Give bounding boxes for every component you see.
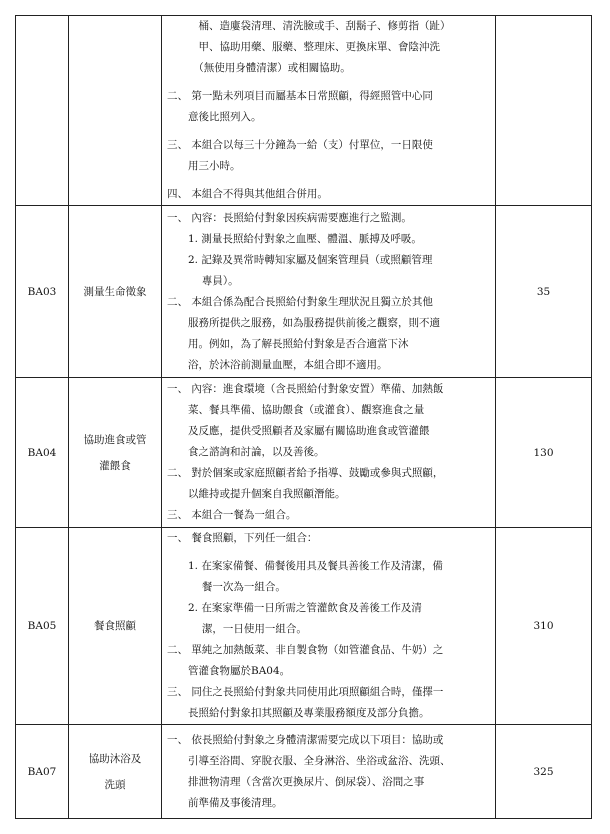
description-line: 餐一次為一組合。 — [167, 581, 286, 593]
table-row — [16, 206, 592, 378]
description-line: 1. 測量長照給付對象之血壓、體溫、脈搏及呼吸。 — [167, 232, 422, 245]
description-line: 管灌食物屬於BA04。 — [167, 665, 291, 677]
table-row — [16, 725, 592, 819]
description-line: 用三小時。 — [167, 160, 241, 172]
description-line: 2. 在案家準備一日所需之管灌飲食及善後工作及清 — [167, 602, 422, 614]
description-line: 引導至浴間、穿脫衣服、全身淋浴、坐浴或盆浴、洗頭、 — [167, 754, 451, 767]
service-name — [69, 378, 162, 528]
service-price: 35 — [496, 206, 592, 378]
description-line: 食之諮詢和討論，以及善後。 — [167, 446, 325, 458]
service-code — [16, 16, 69, 206]
table-row — [16, 528, 592, 725]
description-line: 浴，於沐浴前測量血壓，本組合即不適用。 — [167, 358, 388, 371]
description-line: 意後比照列入。 — [167, 111, 262, 123]
table-row — [16, 16, 592, 206]
description-line: 潔，一日使用一組合。 — [167, 623, 307, 635]
description-line: 前準備及事後清理。 — [167, 796, 283, 809]
description-line: 二、 本組合係為配合長照給付對象生理狀況且獨立於其他 — [167, 295, 433, 308]
description-line: 排泄物清理（含當次更換尿片、倒尿袋）、浴間之事 — [167, 775, 425, 788]
service-name — [69, 528, 162, 725]
line-gap — [167, 177, 493, 184]
service-code: BA05 — [16, 528, 69, 725]
description-line: 桶、造廔袋清理、清洗臉或手、刮鬍子、修剪指（趾） — [167, 20, 451, 32]
service-description — [162, 528, 496, 725]
service-name-line: 協助進食或管 — [83, 433, 147, 446]
description-line: 二、 對於個案或家庭照顧者給予指導、鼓勵或參與式照顧， — [167, 467, 444, 479]
description-line: 菜、餐具準備、協助餵食（或灌食）、觀察進食之量 — [167, 404, 425, 416]
description-line: 四、 本組合不得與其他組合併用。 — [167, 188, 328, 200]
description-line: 長照給付對象扣其照顧及專業服務額度及部分負擔。 — [167, 707, 430, 719]
description-line: 三、 本組合以每三十分鐘為一給（支）付單位，一日限使 — [167, 139, 433, 151]
service-description — [162, 725, 496, 819]
description-line: 1. 在案家備餐、備餐後用具及餐具善後工作及清潔，備 — [167, 560, 443, 572]
description-line: 服務所提供之服務，如為服務提供前後之觀察，則不適 — [167, 316, 440, 329]
description-line: 2. 記錄及異常時轉知家屬及個案管理員（或照顧管理 — [167, 253, 433, 266]
description-line: 專員）。 — [167, 274, 239, 287]
service-name-line: 餐食照顧 — [94, 620, 136, 632]
description-line: 二、 單純之加熱飯菜、非自製食物（如管灌食品、牛奶）之 — [167, 644, 444, 656]
service-name — [69, 16, 162, 206]
service-code: BA04 — [16, 378, 69, 528]
description-line: 二、 第一點未列項目而屬基本日常照顧，得經照管中心同 — [167, 90, 433, 102]
description-line: 三、 同住之長照給付對象共同使用此項照顧組合時，僅擇一 — [167, 686, 444, 698]
description-line: 用。例如，為了解長照給付對象是否合適當下沐 — [167, 337, 409, 350]
description-line: 三、 本組合一餐為一組合。 — [167, 509, 297, 521]
description-line: 以維持或提升個案自我照顧潛能。 — [167, 488, 346, 500]
service-name — [69, 725, 162, 819]
service-name-line: 洗頭 — [104, 778, 126, 791]
service-description — [162, 16, 496, 206]
service-price: 325 — [496, 725, 592, 819]
service-name-line: 灌餵食 — [99, 459, 131, 472]
description-line: （無使用身體清潔）或相關協助。 — [167, 62, 351, 74]
line-gap — [167, 549, 493, 556]
service-description — [162, 378, 496, 528]
description-line: 一、 餐食照顧，下列任一組合： — [167, 532, 318, 544]
service-price: 310 — [496, 528, 592, 725]
description-line: 及反應，提供受照顧者及家屬有關協助進食或管灌餵 — [167, 425, 430, 437]
service-description — [162, 206, 496, 378]
service-name-line: 協助沐浴及 — [88, 752, 142, 765]
service-code: BA03 — [16, 206, 69, 378]
service-code: BA07 — [16, 725, 69, 819]
line-gap — [167, 128, 493, 135]
description-line: 一、 依長照給付對象之身體清潔需要完成以下項目：協助或 — [167, 733, 444, 746]
table-row — [16, 378, 592, 528]
description-line: 甲、協助用藥、服藥、整理床、更換床單、會陰沖洗 — [167, 41, 440, 53]
line-gap — [167, 79, 493, 86]
description-line: 一、 內容：進食環境（含長照給付對象安置）準備、加熱飯 — [167, 383, 444, 395]
service-table — [15, 15, 592, 819]
service-price — [496, 16, 592, 206]
description-line: 一、 內容：長照給付對象因疾病需要應進行之監測。 — [167, 211, 412, 224]
service-price: 130 — [496, 378, 592, 528]
service-name-line: 測量生命徵象 — [83, 285, 147, 298]
service-name — [69, 206, 162, 378]
